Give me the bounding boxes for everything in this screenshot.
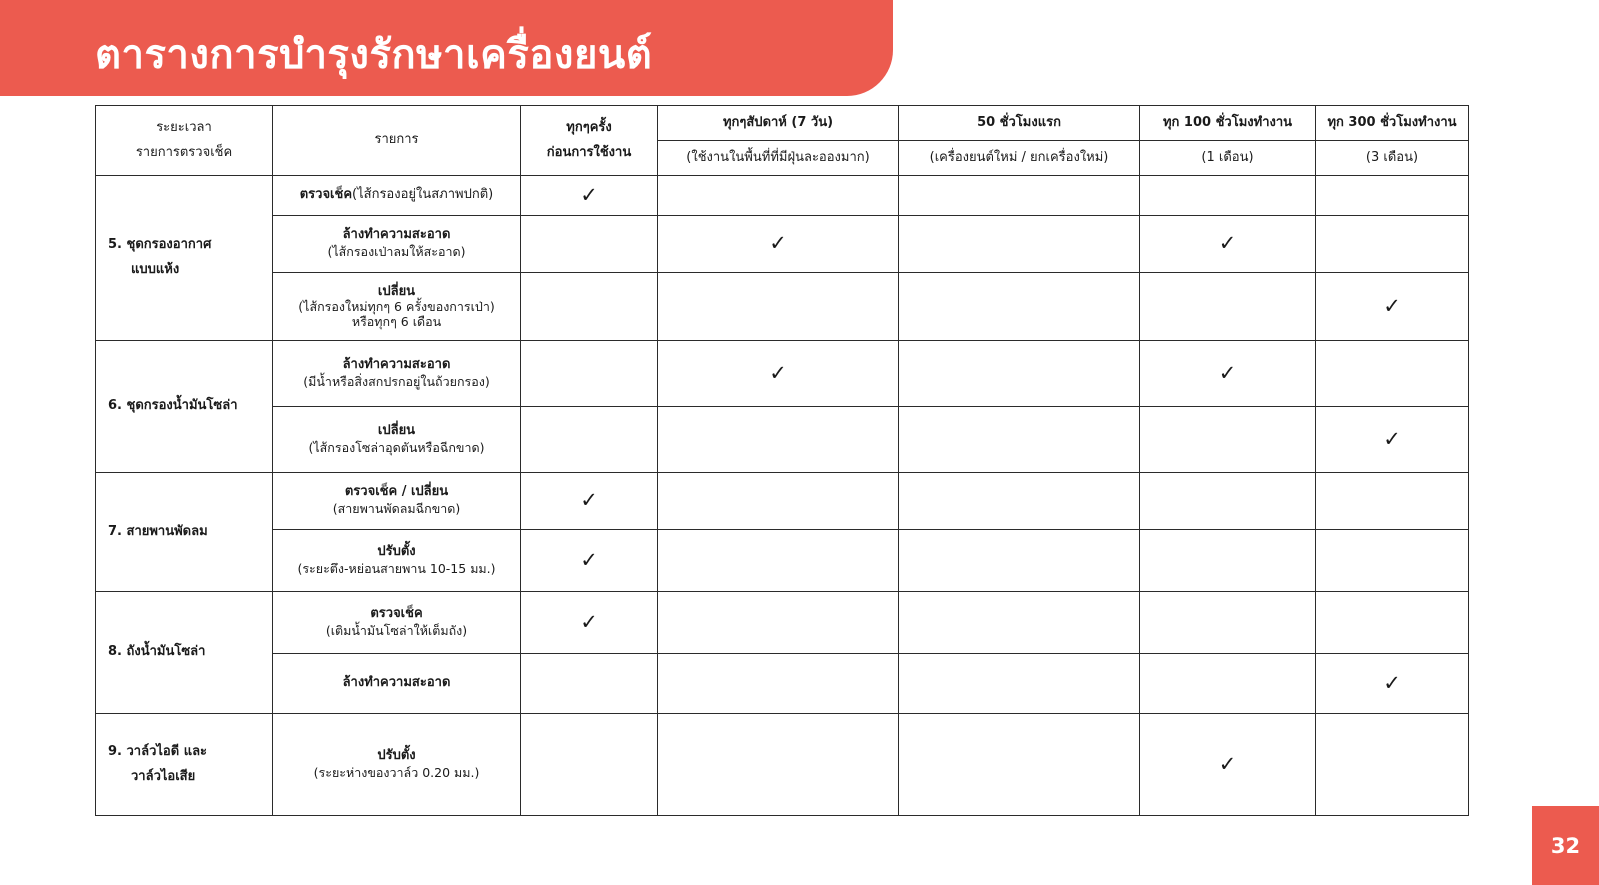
check-cell (1316, 530, 1469, 592)
check-cell (899, 407, 1140, 473)
header-h100-note: (1 เดือน) (1140, 141, 1316, 176)
check-mark-icon: ✓ (1383, 293, 1401, 318)
check-cell (1316, 592, 1469, 654)
task-cell (273, 714, 521, 816)
table-row (96, 341, 1469, 407)
check-cell (1140, 176, 1316, 216)
header-every-time-line2: ก่อนการใช้งาน (546, 144, 632, 160)
check-mark-icon: ✓ (1218, 231, 1237, 256)
table-row (96, 592, 1469, 654)
task-detail: (ไส้กรองอยู่ในสภาพปกติ) (352, 187, 494, 203)
check-mark-icon: ✓ (580, 182, 598, 207)
header-weekly-note: (ใช้งานในพื้นที่ที่มีฝุ่นละอองมาก) (658, 141, 899, 176)
check-cell (1316, 273, 1469, 341)
task-cell (273, 176, 521, 216)
header-h300: ทุก 300 ชั่วโมงทำงาน (1316, 106, 1469, 141)
page-title: ตารางการบำรุงรักษาเครื่องยนต์ (95, 32, 653, 78)
table-row (96, 273, 1469, 341)
check-cell (899, 273, 1140, 341)
check-cell (899, 216, 1140, 273)
header-period (96, 106, 273, 176)
check-cell (1140, 473, 1316, 530)
check-cell (899, 654, 1140, 714)
check-cell (1316, 216, 1469, 273)
item-name-5 (96, 176, 273, 341)
task-detail: (ไส้กรองโซล่าอุดตันหรือฉีกขาด) (308, 439, 485, 455)
check-mark-icon: ✓ (1383, 670, 1401, 695)
check-cell (658, 654, 899, 714)
task-title: ตรวจเช็ค (370, 605, 423, 621)
check-cell (658, 714, 899, 816)
check-cell (1316, 341, 1469, 407)
check-cell (658, 407, 899, 473)
table-row (96, 216, 1469, 273)
check-mark-icon: ✓ (580, 547, 598, 572)
check-cell (658, 473, 899, 530)
check-cell (521, 407, 658, 473)
item-name-line: 7. สายพานพัดลม (108, 523, 208, 539)
check-mark-icon: ✓ (580, 488, 598, 513)
table-row (96, 473, 1469, 530)
item-name-6 (96, 341, 273, 473)
check-cell (1140, 341, 1316, 407)
check-cell (521, 592, 658, 654)
header-every-time (521, 106, 658, 176)
task-cell (273, 530, 521, 592)
task-cell (273, 592, 521, 654)
check-cell (899, 176, 1140, 216)
task-detail: (ระยะห่างของวาล์ว 0.20 มม.) (313, 764, 480, 780)
header-h100: ทุก 100 ชั่วโมงทำงาน (1140, 106, 1316, 141)
task-detail: (เติมน้ำมันโซล่าให้เต็มถัง) (325, 622, 468, 638)
check-cell (521, 216, 658, 273)
header-first50-note: (เครื่องยนต์ใหม่ / ยกเครื่องใหม่) (899, 141, 1140, 176)
check-cell (521, 473, 658, 530)
check-cell (658, 530, 899, 592)
task-detail: (มีน้ำหรือสิ่งสกปรกอยู่ในถ้วยกรอง) (303, 373, 490, 389)
task-cell (273, 273, 521, 341)
table-row (96, 407, 1469, 473)
header-list: รายการ (273, 106, 521, 176)
check-cell (1316, 473, 1469, 530)
task-detail: หรือทุกๆ 6 เดือน (351, 314, 442, 330)
maintenance-schedule-table (95, 105, 1469, 816)
check-mark-icon: ✓ (580, 609, 598, 634)
check-cell (899, 341, 1140, 407)
header-h300-note: (3 เดือน) (1316, 141, 1469, 176)
check-cell (658, 216, 899, 273)
header-period-line1: ระยะเวลา (156, 119, 212, 135)
check-mark-icon: ✓ (1218, 360, 1237, 385)
check-cell (899, 714, 1140, 816)
item-name-line: 8. ถังน้ำมันโซล่า (108, 644, 206, 660)
task-title: ตรวจเช็ค (299, 187, 353, 203)
task-title: เปลี่ยน (377, 422, 416, 438)
task-title: ล้างทำความสะอาด (342, 227, 451, 243)
item-name-line: 9. วาล์วไอดี และ (108, 743, 208, 759)
check-cell (1140, 273, 1316, 341)
check-cell (658, 341, 899, 407)
check-mark-icon: ✓ (769, 231, 787, 256)
check-cell (521, 341, 658, 407)
check-cell (1316, 654, 1469, 714)
task-title: ตรวจเช็ค / เปลี่ยน (344, 484, 449, 500)
check-cell (658, 273, 899, 341)
item-name-line: 5. ชุดกรองอากาศ (108, 237, 212, 253)
task-cell (273, 216, 521, 273)
item-name-7 (96, 473, 273, 592)
check-cell (658, 592, 899, 654)
task-detail: (ระยะตึง-หย่อนสายพาน 10-15 มม.) (297, 560, 496, 576)
check-cell (521, 530, 658, 592)
task-cell (273, 407, 521, 473)
header-row-1 (96, 106, 1469, 141)
check-cell (1316, 714, 1469, 816)
check-cell (1316, 176, 1469, 216)
task-title: ล้างทำความสะอาด (342, 675, 451, 691)
item-name-line: แบบแห้ง (131, 262, 180, 277)
table-row (96, 176, 1469, 216)
table-row (96, 530, 1469, 592)
check-cell (1140, 216, 1316, 273)
check-cell (1140, 407, 1316, 473)
task-title: เปลี่ยน (377, 283, 416, 299)
item-name-8 (96, 592, 273, 714)
check-mark-icon: ✓ (1383, 426, 1401, 451)
page-number: 32 (1532, 806, 1599, 885)
task-title: ปรับตั้ง (377, 543, 416, 559)
header-period-line2: รายการตรวจเช็ค (135, 144, 233, 160)
check-mark-icon: ✓ (1218, 751, 1237, 776)
item-name-line: 6. ชุดกรองน้ำมันโซล่า (108, 398, 238, 414)
check-cell (658, 176, 899, 216)
task-detail: (สายพานพัดลมฉีกขาด) (332, 501, 461, 517)
task-detail: (ไส้กรองเป่าลมให้สะอาด) (327, 244, 466, 260)
header-weekly: ทุกๆสัปดาห์ (7 วัน) (658, 106, 899, 141)
header-first50: 50 ชั่วโมงแรก (899, 106, 1140, 141)
task-cell (273, 473, 521, 530)
task-detail: (ไส้กรองใหม่ทุกๆ 6 ครั้งของการเป่า) (298, 299, 495, 315)
check-cell (521, 273, 658, 341)
table-row (96, 714, 1469, 816)
check-cell (521, 714, 658, 816)
task-cell (273, 654, 521, 714)
item-name-line: วาล์วไอเสีย (131, 768, 196, 784)
check-cell (899, 473, 1140, 530)
check-cell (899, 592, 1140, 654)
check-cell (1316, 407, 1469, 473)
check-cell (521, 176, 658, 216)
task-title: ปรับตั้ง (377, 747, 416, 763)
check-cell (899, 530, 1140, 592)
check-cell (1140, 530, 1316, 592)
task-title: ล้างทำความสะอาด (342, 356, 451, 372)
task-cell (273, 341, 521, 407)
check-cell (521, 654, 658, 714)
check-mark-icon: ✓ (769, 360, 787, 385)
header-every-time-line1: ทุกๆครั้ง (566, 119, 612, 135)
check-cell (1140, 592, 1316, 654)
item-name-9 (96, 714, 273, 816)
check-cell (1140, 654, 1316, 714)
check-cell (1140, 714, 1316, 816)
table-row (96, 654, 1469, 714)
